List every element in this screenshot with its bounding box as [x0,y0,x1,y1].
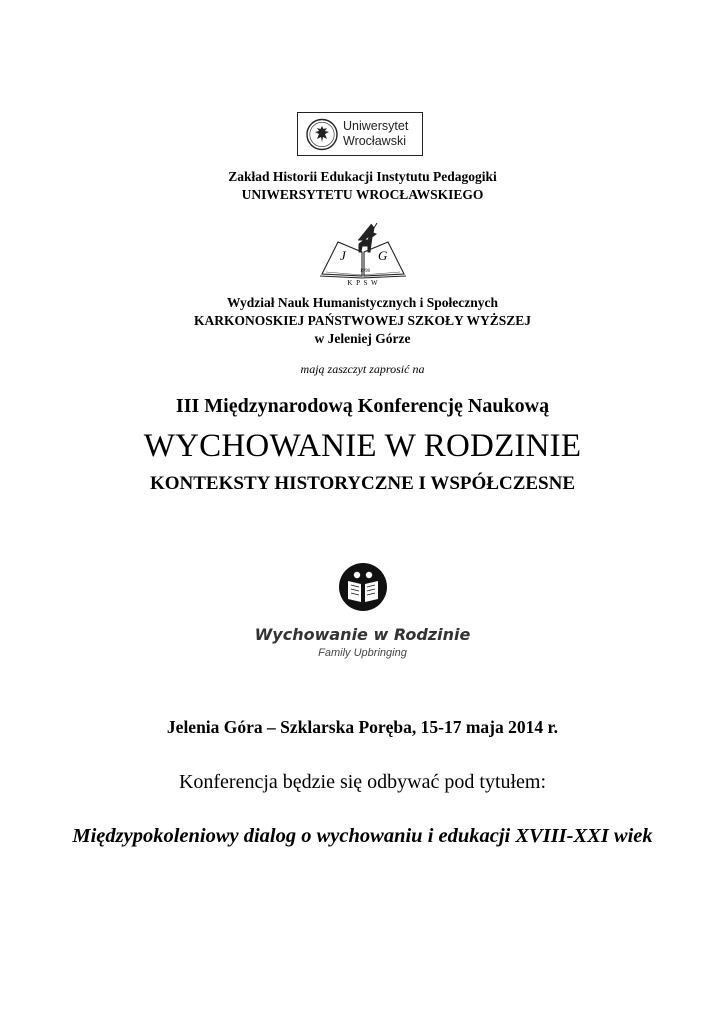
conference-subtitle: KONTEKSTY HISTORYCZNE I WSPÓŁCZESNE [149,473,576,494]
organizer-2 [0,294,725,348]
journal-subtitle: Family Upbringing [318,647,407,659]
organizer-2-line1: Wydział Nauk Humanistycznych i Społecznych [226,295,499,310]
kpsw-letter-left: J [340,248,346,263]
conference-topic: Międzypokoleniowy dialog o wychowaniu i edukacji XVIII-XXI wiek [72,825,653,847]
university-name-line2: Wrocławski [343,134,406,148]
organizer-1-line1: Zakład Historii Edukacji Instytutu Pedagogiki [228,169,497,184]
eagle-emblem-icon [306,118,338,151]
journal-logo [338,562,388,612]
organizer-2-line3: w Jeleniej Górze [314,331,411,346]
kpsw-letter-right: G [378,248,388,263]
kpsw-caption: K P S W [347,279,379,287]
kpsw-logo [318,222,408,286]
intro-text: Konferencja będzie się odbywać pod tytułem: [178,771,547,793]
university-logo [297,112,423,156]
deer-book-icon [318,222,408,286]
open-book-readers-icon [338,562,388,612]
university-name-line1: Uniwersytet [343,119,409,133]
invitation-text: mają zaszczyt zaprosić na [300,362,425,376]
conference-name: III Międzynarodową Konferencję Naukową [175,395,550,417]
conference-title: WYCHOWANIE W RODZINIE [143,428,582,464]
organizer-1-line2: UNIWERSYTETU WROCŁAWSKIEGO [241,187,484,202]
kpsw-year: 1998 [360,269,370,274]
place-date: Jelenia Góra – Szklarska Poręba, 15-17 maja 2014 r. [166,717,559,737]
journal-name: Wychowanie w Rodzinie [254,625,471,644]
organizer-2-line2: KARKONOSKIEJ PAŃSTWOWEJ SZKOŁY WYŻSZEJ [194,313,531,328]
organizer-1 [0,168,725,204]
